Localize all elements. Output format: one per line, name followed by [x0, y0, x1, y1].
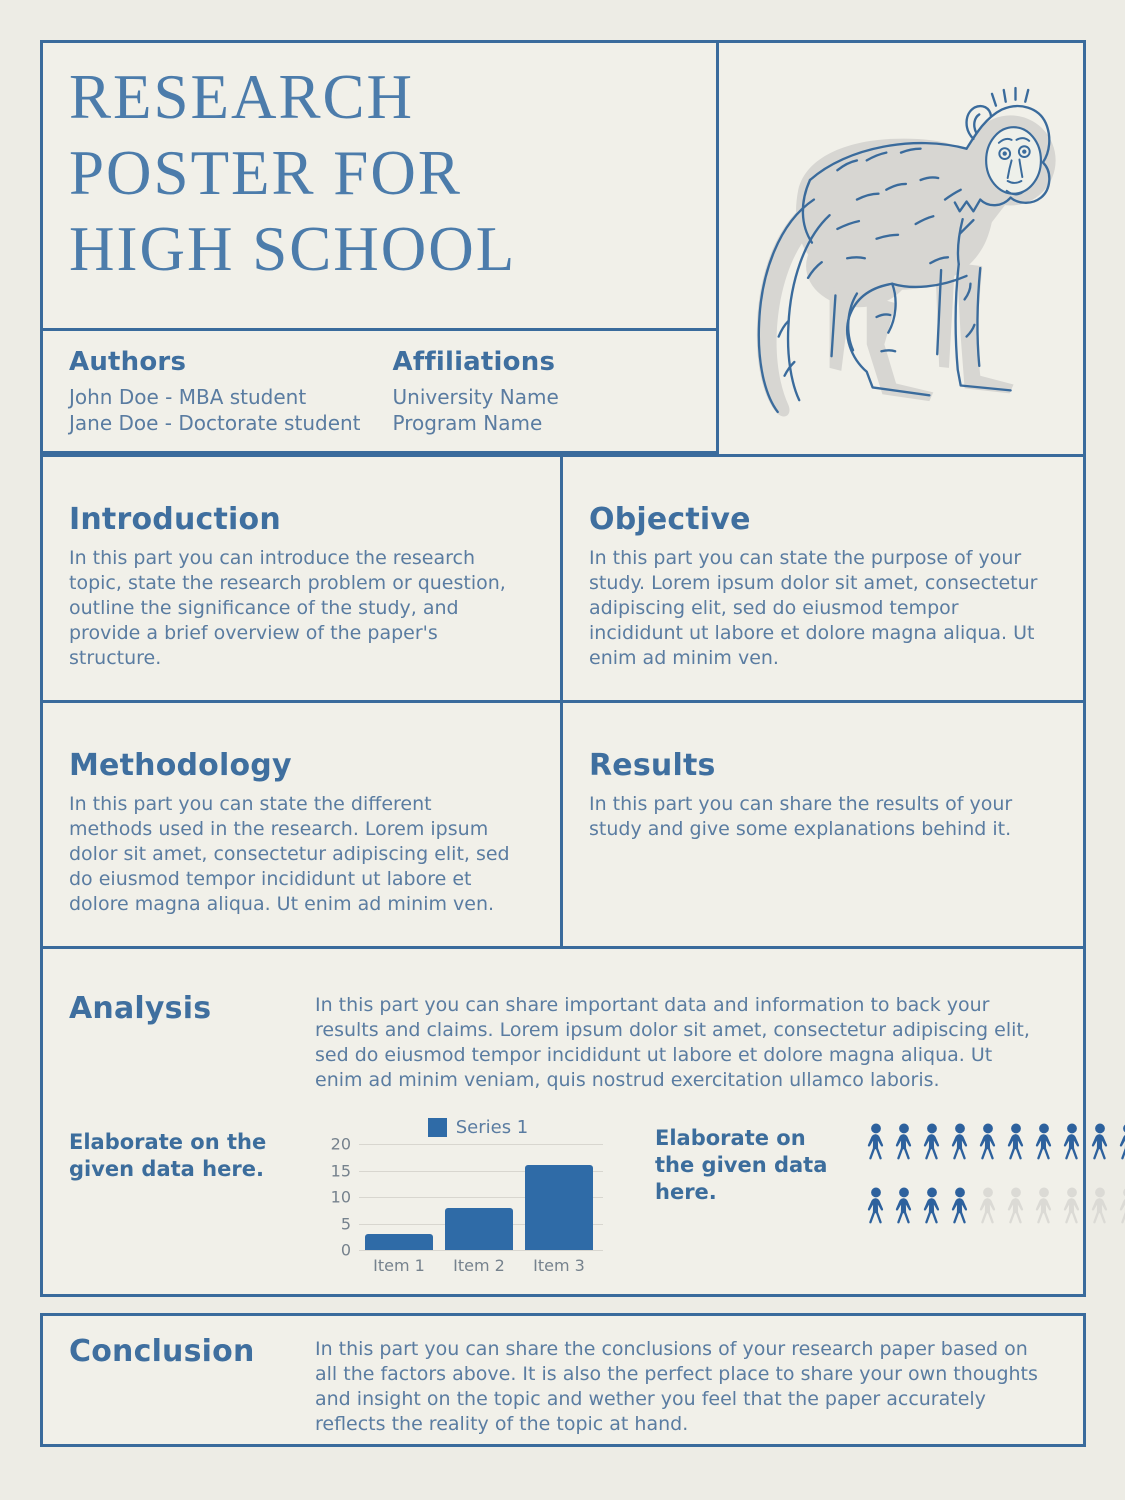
- introduction-section: [40, 454, 563, 703]
- person-icon-filled: [1059, 1123, 1085, 1169]
- bar-chart: [307, 1117, 619, 1275]
- legend-swatch-icon: [428, 1118, 447, 1137]
- person-icon-filled: [863, 1123, 889, 1169]
- y-axis-tick-label: 5: [340, 1214, 351, 1233]
- title-line-1: RESEARCH: [69, 62, 415, 132]
- person-icon-filled: [919, 1187, 945, 1233]
- header-left-column: [40, 40, 719, 457]
- person-icon-empty: [1003, 1187, 1029, 1233]
- results-body: In this part you can share the results of your study and give some explanations behind it.: [589, 793, 1013, 840]
- analysis-bottom-row: [69, 1117, 1043, 1275]
- analysis-section: [40, 946, 1086, 1297]
- person-icon-filled: [891, 1123, 917, 1169]
- x-axis-tick-label: Item 3: [533, 1256, 585, 1275]
- affiliation-item: University Name: [392, 385, 559, 409]
- bar-plot: [330, 1134, 603, 1275]
- affiliation-item: Program Name: [392, 411, 543, 435]
- affiliations-column: [393, 347, 717, 451]
- conclusion-section: [40, 1313, 1086, 1447]
- y-axis-tick-label: 0: [340, 1240, 351, 1260]
- poster-title: [69, 59, 706, 287]
- legend-label: Series 1: [455, 1117, 529, 1138]
- person-icon-filled: [1087, 1123, 1113, 1169]
- person-icon-empty: [975, 1187, 1001, 1233]
- illustration-box: [716, 40, 1086, 457]
- person-icon-filled: [1115, 1123, 1125, 1169]
- title-line-2: POSTER FOR: [69, 138, 462, 208]
- person-icon-filled: [947, 1187, 973, 1233]
- monkey-face: [986, 127, 1041, 194]
- person-icon-filled: [1003, 1123, 1029, 1169]
- author-item: John Doe - MBA student: [69, 385, 307, 409]
- person-icon-filled: [919, 1123, 945, 1169]
- analysis-heading: Analysis: [69, 991, 212, 1026]
- affiliations-list: [393, 384, 717, 436]
- methodology-section: [40, 700, 563, 949]
- results-heading: Results: [589, 748, 716, 783]
- person-icon-filled: [891, 1187, 917, 1233]
- authors-column: [69, 347, 393, 451]
- people-pictograph: [863, 1123, 1125, 1250]
- y-axis-tick-label: 10: [330, 1187, 351, 1207]
- monkey-illustration: [719, 43, 1083, 454]
- bar-item-2: [445, 1208, 513, 1250]
- gridline: [359, 1250, 603, 1251]
- person-icon-filled: [863, 1187, 889, 1233]
- x-axis-tick-label: Item 2: [453, 1256, 505, 1275]
- author-item: Jane Doe - Doctorate student: [69, 411, 361, 435]
- x-axis-tick-label: Item 1: [373, 1256, 425, 1275]
- authors-box: [40, 328, 719, 454]
- bar-item-1: [365, 1234, 433, 1250]
- title-box: [40, 40, 719, 331]
- conclusion-body: In this part you can share the conclusions of your research paper based on all the factors above. It is also the perfect place to share your own thoughts and insight on the topic and wether you feel that the paper accurately reflects the reality of the topic at hand.: [315, 1338, 1038, 1435]
- methodology-body: In this part you can state the different methods used in the research. Lorem ipsum dolor sit amet, consectetur adipiscing elit, sed do eiusmod tempor incididunt ut labore et dolore magna aliqua. Ut enim ad minim ven.: [69, 793, 510, 915]
- person-icon-empty: [1059, 1187, 1085, 1233]
- person-icon-filled: [975, 1123, 1001, 1169]
- introduction-body: In this part you can introduce the research topic, state the research problem or question, outline the significance of the study, and provide a brief overview of the paper's structure.: [69, 547, 506, 669]
- person-icon-filled: [1031, 1123, 1057, 1169]
- analysis-top-row: [69, 991, 1043, 1093]
- research-poster: [40, 40, 1086, 1456]
- person-icon-empty: [1031, 1187, 1057, 1233]
- person-icon-filled: [947, 1123, 973, 1169]
- authors-list: [69, 384, 393, 436]
- person-icon-empty: [1115, 1187, 1125, 1233]
- objective-section: [560, 454, 1086, 703]
- analysis-right-note: Elaborate on the given data here.: [655, 1126, 828, 1204]
- header-section: [40, 40, 1086, 457]
- analysis-body: In this part you can share important data and information to back your results and claims. Lorem ipsum dolor sit amet, consectetur adipiscing elit, sed do eiusmod tempor incididunt ut labore et dolore magna aliqua. Ut enim ad minim veniam, quis nostrud exercitation ullamco laboris.: [315, 994, 1030, 1091]
- gridline: [359, 1144, 603, 1145]
- analysis-left-note: Elaborate on the given data here.: [69, 1130, 267, 1181]
- objective-body: In this part you can state the purpose of your study. Lorem ipsum dolor sit amet, consectetur adipiscing elit, sed do eiusmod tempor incididunt ut labore et dolore magna aliqua. Ut enim ad minim ven.: [589, 547, 1038, 669]
- introduction-heading: Introduction: [69, 502, 281, 537]
- results-section: [560, 700, 1086, 949]
- bar-item-3: [525, 1165, 593, 1250]
- methodology-heading: Methodology: [69, 748, 292, 783]
- y-axis-tick-label: 15: [330, 1161, 351, 1180]
- chart-legend: [337, 1117, 619, 1138]
- objective-heading: Objective: [589, 502, 751, 537]
- conclusion-heading: Conclusion: [69, 1334, 255, 1369]
- authors-heading: Authors: [69, 347, 187, 377]
- person-icon-empty: [1087, 1187, 1113, 1233]
- affiliations-heading: Affiliations: [392, 347, 556, 377]
- main-grid: [40, 454, 1086, 949]
- y-axis-tick-label: 20: [330, 1134, 351, 1154]
- title-line-3: HIGH SCHOOL: [69, 214, 517, 284]
